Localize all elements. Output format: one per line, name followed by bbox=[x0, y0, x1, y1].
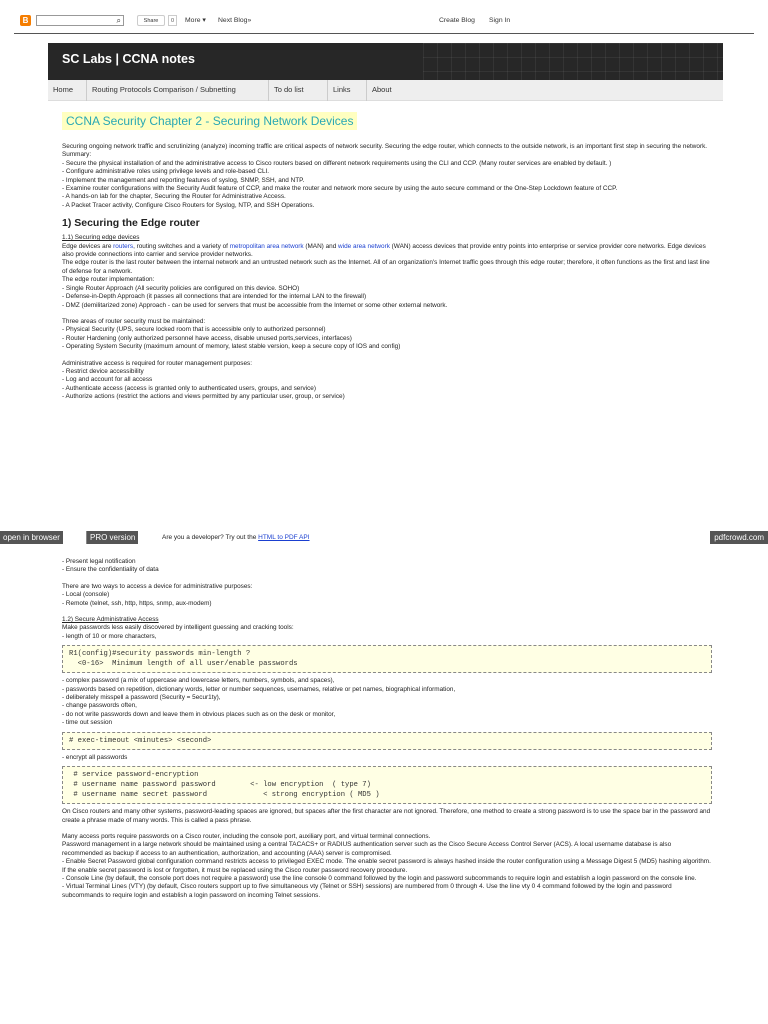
body-line: - Virtual Terminal Lines (VTY) (by default, Cisco routers support up to five simultaneous vty (Telnet or SSH) sessions) are numbered from 0 through 4. Use the line vty 0 4 command followed by the login and password subcommands to require login and establish a login password on incoming Telnet sessions. bbox=[62, 883, 672, 899]
tab-todo[interactable]: To do list bbox=[268, 80, 309, 101]
share-count: 0 bbox=[168, 15, 177, 26]
body-line: Password management in a large network should be maintained using a central TACACS+ or RADIUS authentication server such as the Cisco Secure Access Control Server (ACS). A local username database is also recommended as backup if access to an authentication, authorization, and accounting (AAA) server is compromised. bbox=[62, 841, 672, 857]
body-line: - Restrict device accessibility bbox=[62, 367, 144, 375]
subsection-heading: 1.1) Securing edge devices bbox=[62, 234, 140, 242]
routers-link[interactable]: routers bbox=[113, 242, 134, 250]
open-in-browser-button[interactable]: open in browser bbox=[0, 531, 63, 544]
spacer bbox=[62, 825, 712, 833]
body-line: - Log and account for all access bbox=[62, 376, 153, 384]
body-line: - complex password (a mix of uppercase and lowercase letters, numbers, symbols, and spaces), bbox=[62, 677, 335, 685]
sign-in-link[interactable]: Sign In bbox=[489, 17, 511, 24]
body-line: - Enable Secret Password global configuration command restricts access to privileged EXEC mode. The enable secret password is always hashed inside the router configuration using a Message Digest 5 (MD5) hashing algorithm. If the enable secret password is lost or forgotten, it must be replaced using the Cisco router password recovery procedure. bbox=[62, 858, 711, 874]
post-title[interactable]: CCNA Security Chapter 2 - Securing Network Devices bbox=[62, 112, 357, 130]
blogger-navbar bbox=[0, 0, 768, 40]
man-link[interactable]: metropolitan area network bbox=[229, 242, 304, 250]
body-line: The edge router is the last router between the internal network and an untrusted network such as the Internet. All of an organization's Internet traffic goes through this edge router; therefore, it often functions as the first and last line of defense for a network. bbox=[62, 259, 710, 275]
code-block: # exec-timeout <minutes> <second> bbox=[62, 732, 712, 750]
summary-item: - Configure administrative roles using privilege levels and role-based CLI. bbox=[62, 168, 270, 176]
body-line: - Remote (telnet, ssh, http, https, snmp, aux-modem) bbox=[62, 599, 212, 607]
text-span: , routing switches and a variety of bbox=[133, 242, 230, 250]
code-block: R1(config)#security passwords min-length ? <0-16> Minimum length of all user/enable passwords bbox=[62, 645, 712, 673]
banner-message: Are you a developer? Try out the bbox=[162, 534, 257, 541]
tab-about[interactable]: About bbox=[366, 80, 397, 101]
body-line: - change passwords often, bbox=[62, 702, 137, 710]
text-span: Edge devices are bbox=[62, 242, 114, 250]
search-icon[interactable]: ⌕ bbox=[116, 16, 121, 25]
banner-text bbox=[162, 531, 310, 544]
more-menu[interactable]: More ▾ bbox=[185, 17, 206, 24]
body-line: - Authorize actions (restrict the actions and views permitted by any particular user, group, or service) bbox=[62, 393, 345, 401]
section-heading: 1) Securing the Edge router bbox=[62, 217, 200, 230]
body-line: - Console Line (by default, the console port does not require a password) use the line console 0 command followed by the login and password subcommands to require login and establish a login password on the console line. bbox=[62, 874, 697, 882]
body-line: - time out session bbox=[62, 719, 113, 727]
code-block: # service password-encryption # username name password password <- low encryption ( type 7) # username name secret password < strong encryption ( MD5 ) bbox=[62, 766, 712, 804]
header-pattern bbox=[423, 43, 723, 81]
body-line: - Single Router Approach (All security policies are configured on this device. SOHO) bbox=[62, 284, 300, 292]
summary-label: Summary: bbox=[62, 151, 92, 159]
tab-home[interactable]: Home bbox=[53, 85, 74, 94]
wan-link[interactable]: wide area network bbox=[338, 242, 390, 250]
share-button[interactable]: Share bbox=[137, 15, 165, 26]
body-line: Three areas of router security must be maintained: bbox=[62, 317, 206, 325]
body-line: - DMZ (demilitarized zone) Approach - can be used for servers that must be accessible from the Internet or some other external network. bbox=[62, 301, 448, 309]
pro-version-button[interactable]: PRO version bbox=[86, 531, 138, 544]
body-line: - Physical Security (UPS, secure locked room that is accessible only to authorized personnel) bbox=[62, 326, 326, 334]
body-line: - do not write passwords down and leave them in obvious places such as on the desk or monitor, bbox=[62, 710, 336, 718]
blogger-logo-icon[interactable]: B bbox=[20, 15, 31, 26]
page-tabs bbox=[48, 80, 723, 101]
blog-title[interactable]: SC Labs | CCNA notes bbox=[62, 52, 195, 66]
body-line: There are two ways to access a device for administrative purposes: bbox=[62, 582, 253, 590]
body-line: - Defense-in-Depth Approach (it passes all connections that are intended for the internal LAN to the firewall) bbox=[62, 293, 367, 301]
pdfcrowd-banner bbox=[0, 531, 768, 544]
text-span: (MAN) and bbox=[303, 242, 339, 250]
summary-item: - Secure the physical installation of and the administrative access to Cisco routers based on different network requirements using the CLI and CCP. (Many router services are enabled by default. ) bbox=[62, 159, 612, 167]
intro-paragraph: Securing ongoing network traffic and scrutinizing (analyze) incoming traffic are critical aspects of network security. Securing the edge router, which connects to the outside network, is an important first step in securing the network. bbox=[62, 143, 708, 150]
body-line: Administrative access is required for router management purposes: bbox=[62, 359, 253, 367]
body-line: - Router Hardening (only authorized personnel have access, disable unused ports,services, interfaces) bbox=[62, 334, 352, 342]
create-blog-link[interactable]: Create Blog bbox=[439, 17, 475, 24]
spacer bbox=[62, 310, 712, 318]
next-blog-link[interactable]: Next Blog» bbox=[218, 17, 252, 24]
summary-item: - A hands-on lab for the chapter, Securing the Router for Administrative Access. bbox=[62, 193, 286, 201]
body-line: - length of 10 or more characters, bbox=[62, 632, 157, 640]
body-line: - passwords based on repetition, dictionary words, letter or number sequences, usernames, relative or pet names, biographical information, bbox=[62, 685, 456, 693]
body-line: - Operating System Security (maximum amount of memory, latest stable version, keep a secure copy of IOS and config) bbox=[62, 343, 401, 351]
body-line: - Local (console) bbox=[62, 591, 110, 599]
tab-routing-protocols[interactable]: Routing Protocols Comparison / Subnetting bbox=[86, 80, 241, 101]
pass-phrase-paragraph: On Cisco routers and many other systems, password-leading spaces are ignored, but spaces after the first character are not ignored. Therefore, one method to create a strong password is to use the space bar in the password and create a phrase made of many words. This is called a pass phrase. bbox=[62, 808, 711, 824]
blog-search-input[interactable] bbox=[36, 15, 124, 26]
pdfcrowd-brand-link[interactable]: pdfcrowd.com bbox=[710, 531, 768, 544]
tab-links[interactable]: Links bbox=[327, 80, 356, 101]
post-body-page2 bbox=[62, 558, 712, 900]
body-line: The edge router implementation: bbox=[62, 276, 155, 284]
blog-header bbox=[48, 43, 723, 81]
body-line: - encrypt all passwords bbox=[62, 753, 128, 761]
edge-devices-paragraph bbox=[62, 243, 712, 260]
html-to-pdf-link[interactable]: HTML to PDF API bbox=[258, 534, 310, 541]
spacer bbox=[62, 575, 712, 583]
summary-item: - A Packet Tracer activity, Configure Cisco Routers for Syslog, NTP, and SSH Operations. bbox=[62, 201, 315, 209]
body-line: - Present legal notification bbox=[62, 558, 136, 565]
spacer bbox=[62, 608, 712, 616]
summary-item: - Examine router configurations with the Security Audit feature of CCP, and make the router and network more secure by using the auto secure command or the One-Step Lockdown feature of CCP. bbox=[62, 185, 618, 193]
post-body-page1 bbox=[62, 143, 712, 402]
body-line: Make passwords less easily discovered by intelligent guessing and cracking tools: bbox=[62, 624, 294, 632]
body-line: Many access ports require passwords on a Cisco router, including the console port, auxiliary port, and virtual terminal connections. bbox=[62, 832, 431, 840]
text-span: (WAN) access devices that provide entry points into enterprise or service provider core networks. Edge devices also provide connections into carrier and service provider networks. bbox=[62, 242, 706, 259]
body-line: - Authenticate access (access is granted only to authenticated users, groups, and service) bbox=[62, 384, 316, 392]
body-line: - Ensure the confidentiality of data bbox=[62, 566, 159, 574]
subsection-heading: 1.2) Secure Administrative Access bbox=[62, 616, 159, 624]
navbar-divider bbox=[14, 33, 754, 34]
summary-item: - Implement the management and reporting features of syslog, SNMP, SSH, and NTP. bbox=[62, 176, 305, 184]
body-line: - deliberately misspell a password (Security = 5ecur1ty), bbox=[62, 694, 221, 702]
spacer bbox=[62, 352, 712, 360]
